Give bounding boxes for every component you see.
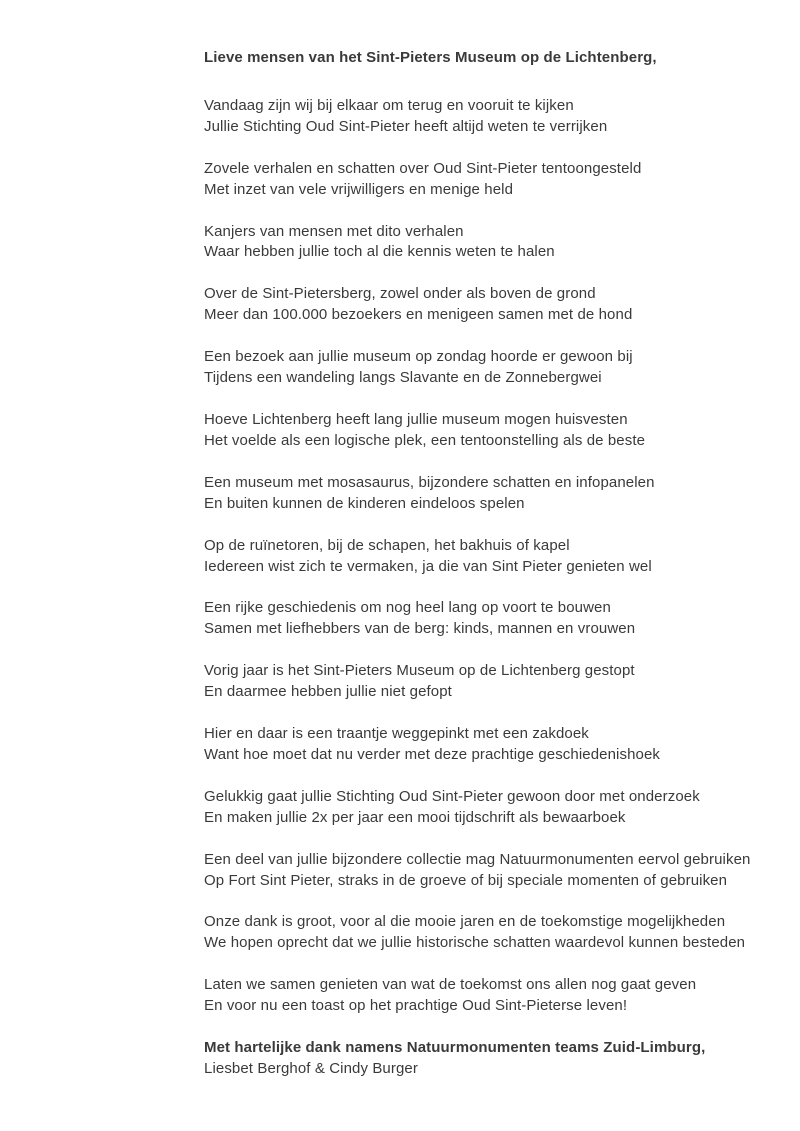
poem-title: Lieve mensen van het Sint-Pieters Museum op de Lichtenberg, [204, 49, 657, 66]
poem-line: Samen met liefhebbers van de berg: kinds, mannen en vrouwen [204, 620, 636, 638]
poem-line: Vandaag zijn wij bij elkaar om terug en vooruit te kijken [204, 96, 574, 114]
stanza [204, 159, 760, 201]
poem-line: Hoeve Lichtenberg heeft lang jullie museum mogen huisvesten [204, 410, 628, 428]
stanza [204, 975, 760, 1017]
poem-line: Een deel van jullie bijzondere collectie mag Natuurmonumenten eervol gebruiken [204, 850, 751, 868]
stanza [204, 347, 760, 389]
stanza [204, 850, 760, 892]
closing-thanks: Met hartelijke dank namens Natuurmonumenten teams Zuid-Limburg, [204, 1039, 706, 1057]
closing-block [204, 1038, 760, 1080]
poem-line: Want hoe moet dat nu verder met deze prachtige geschiedenishoek [204, 745, 661, 763]
poem-line: Gelukkig gaat jullie Stichting Oud Sint-Pieter gewoon door met onderzoek [204, 787, 700, 805]
poem-line: Waar hebben jullie toch al die kennis weten te halen [204, 243, 555, 261]
poem-line: Vorig jaar is het Sint-Pieters Museum op de Lichtenberg gestopt [204, 662, 635, 680]
poem-line: Meer dan 100.000 bezoekers en menigeen samen met de hond [204, 306, 633, 324]
poem-line: Met inzet van vele vrijwilligers en menige held [204, 180, 514, 198]
signature: Liesbet Berghof & Cindy Burger [204, 1060, 418, 1077]
stanza [204, 598, 760, 640]
stanza [204, 536, 760, 578]
poem-line: Een rijke geschiedenis om nog heel lang op voort te bouwen [204, 599, 611, 617]
stanza [204, 912, 760, 954]
poem-line: Het voelde als een logische plek, een tentoonstelling als de beste [204, 431, 646, 449]
poem-line: Op de ruïnetoren, bij de schapen, het bakhuis of kapel [204, 536, 570, 554]
poem-line: Zovele verhalen en schatten over Oud Sint-Pieter tentoongesteld [204, 159, 642, 177]
poem-line: Jullie Stichting Oud Sint-Pieter heeft altijd weten te verrijken [204, 117, 608, 135]
poem-line: Over de Sint-Pietersberg, zowel onder als boven de grond [204, 285, 596, 303]
stanza [204, 410, 760, 452]
stanza [204, 661, 760, 703]
poem-line: Kanjers van mensen met dito verhalen [204, 222, 464, 240]
stanza [204, 222, 760, 264]
stanza [204, 96, 760, 138]
poem-line: Onze dank is groot, voor al die mooie jaren en de toekomstige mogelijkheden [204, 913, 726, 931]
poem-line: En daarmee hebben jullie niet gefopt [204, 683, 452, 701]
poem-line: Op Fort Sint Pieter, straks in de groeve of bij speciale momenten of gebruiken [204, 871, 728, 889]
poem-line: En voor nu een toast op het prachtige Oud Sint-Pieterse leven! [204, 997, 628, 1015]
poem-line: Laten we samen genieten van wat de toekomst ons allen nog gaat geven [204, 976, 697, 994]
stanza [204, 787, 760, 829]
poem-line: Een bezoek aan jullie museum op zondag hoorde er gewoon bij [204, 348, 633, 366]
poem-line: We hopen oprecht dat we jullie historische schatten waardevol kunnen besteden [204, 934, 746, 952]
stanza [204, 473, 760, 515]
poem-line: Tijdens een wandeling langs Slavante en de Zonnebergwei [204, 369, 602, 387]
poem-line: En buiten kunnen de kinderen eindeloos spelen [204, 494, 525, 512]
poem-line: Een museum met mosasaurus, bijzondere schatten en infopanelen [204, 473, 655, 491]
stanza [204, 724, 760, 766]
poem-line: En maken jullie 2x per jaar een mooi tijdschrift als bewaarboek [204, 808, 626, 826]
poem-content [204, 48, 760, 1080]
stanza [204, 284, 760, 326]
poem-line: Hier en daar is een traantje weggepinkt met een zakdoek [204, 725, 589, 743]
poem-line: Iedereen wist zich te vermaken, ja die van Sint Pieter genieten wel [204, 557, 652, 575]
